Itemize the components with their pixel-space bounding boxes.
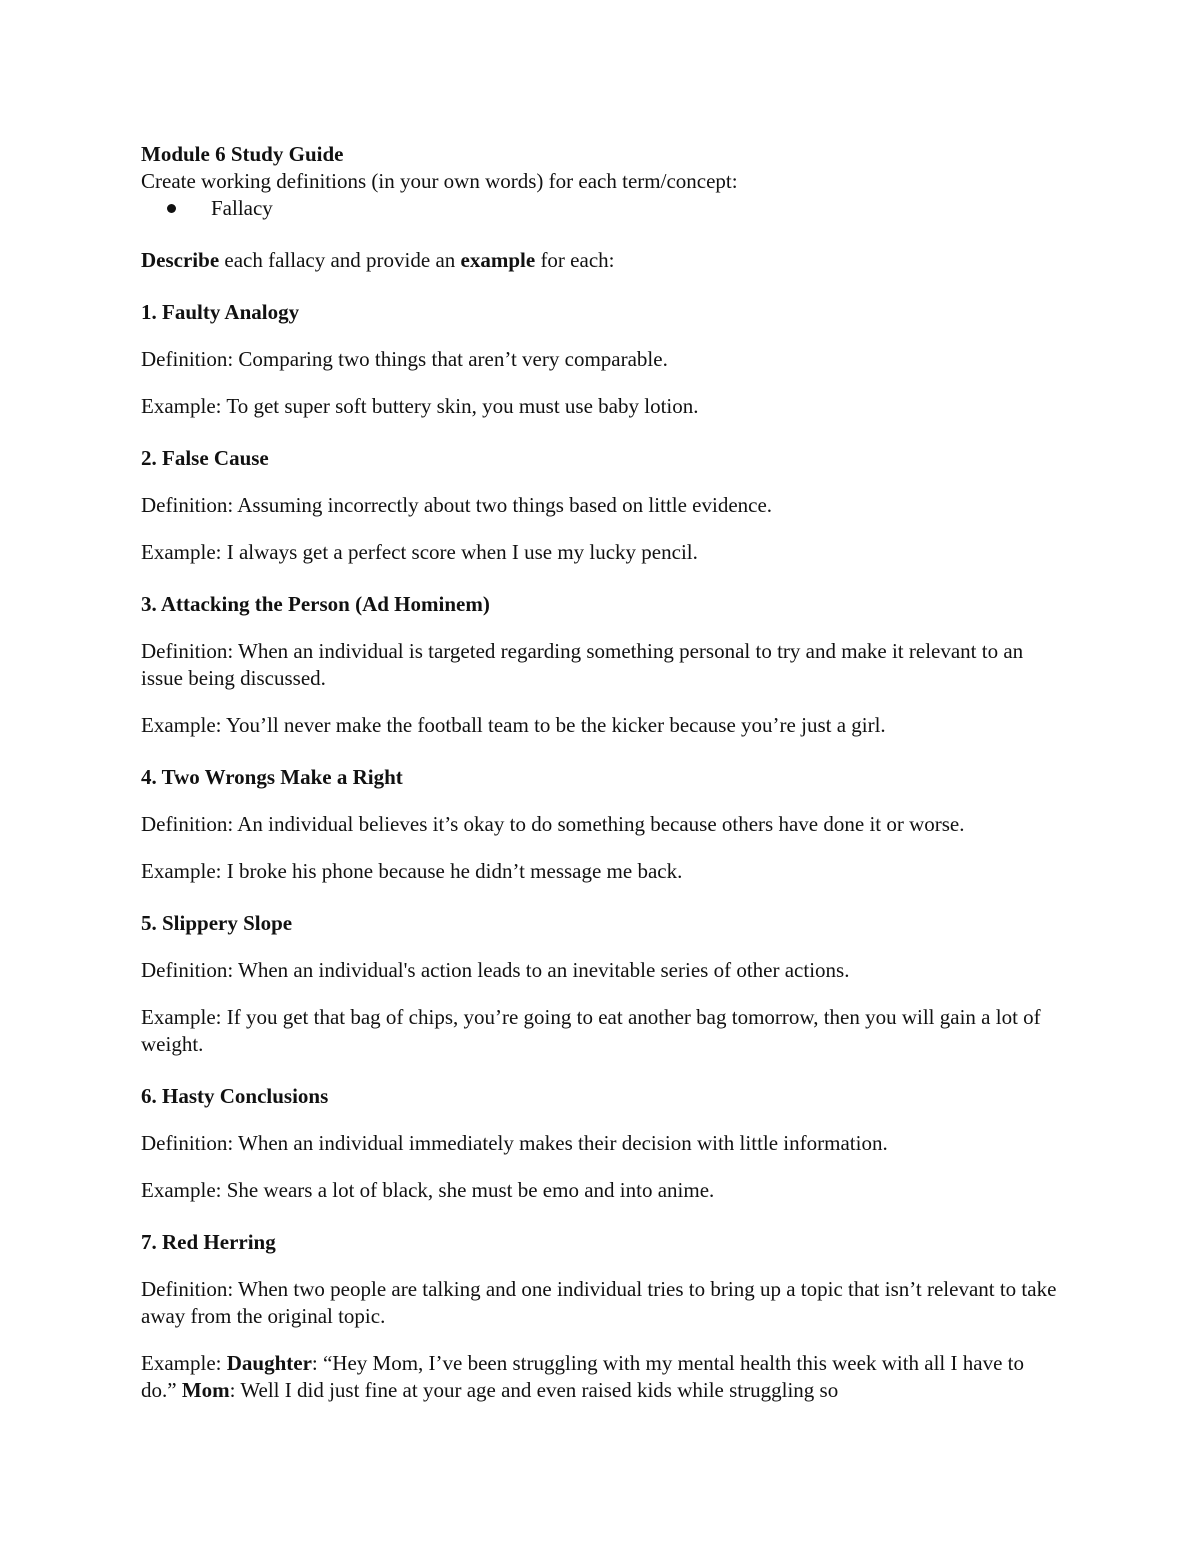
instruction-text [141,247,1061,274]
document-page [141,141,1061,1404]
fallacy-section-3 [141,591,1061,739]
instruction-bold-describe: Describe [141,248,220,272]
dialogue-line: : Well I did just fine at your age and even raised kids while struggling so [229,1378,839,1402]
fallacy-section-5 [141,910,1061,1058]
fallacy-section-6 [141,1083,1061,1204]
fallacy-definition: Definition: When an individual is targeted regarding something personal to try and make it relevant to an issue being discussed. [141,639,1024,690]
fallacy-heading: 2. False Cause [141,446,269,470]
instruction-bold-example: example [460,248,536,272]
list-item [167,195,1061,222]
fallacy-heading: 7. Red Herring [141,1230,276,1254]
fallacy-example [141,1350,1061,1404]
document-title: Module 6 Study Guide [141,142,344,166]
fallacy-example: Example: To get super soft buttery skin, you must use baby lotion. [141,394,699,418]
fallacy-definition: Definition: Assuming incorrectly about two things based on little evidence. [141,493,773,517]
instruction-part: for each: [535,248,615,272]
fallacy-section-4 [141,764,1061,885]
fallacy-heading: 3. Attacking the Person (Ad Hominem) [141,592,490,616]
dialogue-line: : “Hey Mom, I’ve been struggling with my mental health this week with all I have to do.” [141,1351,1024,1402]
fallacy-definition: Definition: When two people are talking and one individual tries to bring up a topic that isn’t relevant to take away from the original topic. [141,1277,1057,1328]
fallacy-example: Example: You’ll never make the football team to be the kicker because you’re just a girl. [141,713,886,737]
fallacy-heading: 4. Two Wrongs Make a Right [141,765,403,789]
speaker-daughter: Daughter [226,1351,312,1375]
bullet-icon [167,204,176,213]
fallacy-section-1 [141,299,1061,420]
fallacy-heading: 5. Slippery Slope [141,911,293,935]
instruction-part: each fallacy and provide an [219,248,461,272]
fallacy-heading: 1. Faulty Analogy [141,300,300,324]
fallacy-definition: Definition: An individual believes it’s okay to do something because others have done it or worse. [141,812,965,836]
fallacy-heading: 6. Hasty Conclusions [141,1084,329,1108]
fallacy-example: Example: If you get that bag of chips, you’re going to eat another bag tomorrow, then you will gain a lot of weight. [141,1005,1041,1056]
intro-text: Create working definitions (in your own words) for each term/concept: [141,169,738,193]
example-prefix: Example: [141,1351,227,1375]
fallacy-definition: Definition: When an individual's action leads to an inevitable series of other actions. [141,958,850,982]
fallacy-example: Example: I always get a perfect score when I use my lucky pencil. [141,540,698,564]
speaker-mom: Mom [181,1378,230,1402]
fallacy-definition: Definition: When an individual immediately makes their decision with little information. [141,1131,888,1155]
fallacy-section-2 [141,445,1061,566]
term-list [141,195,1061,222]
fallacy-section-7 [141,1229,1061,1404]
term-label: Fallacy [211,196,273,220]
fallacy-example: Example: She wears a lot of black, she must be emo and into anime. [141,1178,715,1202]
fallacy-example: Example: I broke his phone because he didn’t message me back. [141,859,683,883]
fallacy-definition: Definition: Comparing two things that aren’t very comparable. [141,347,668,371]
